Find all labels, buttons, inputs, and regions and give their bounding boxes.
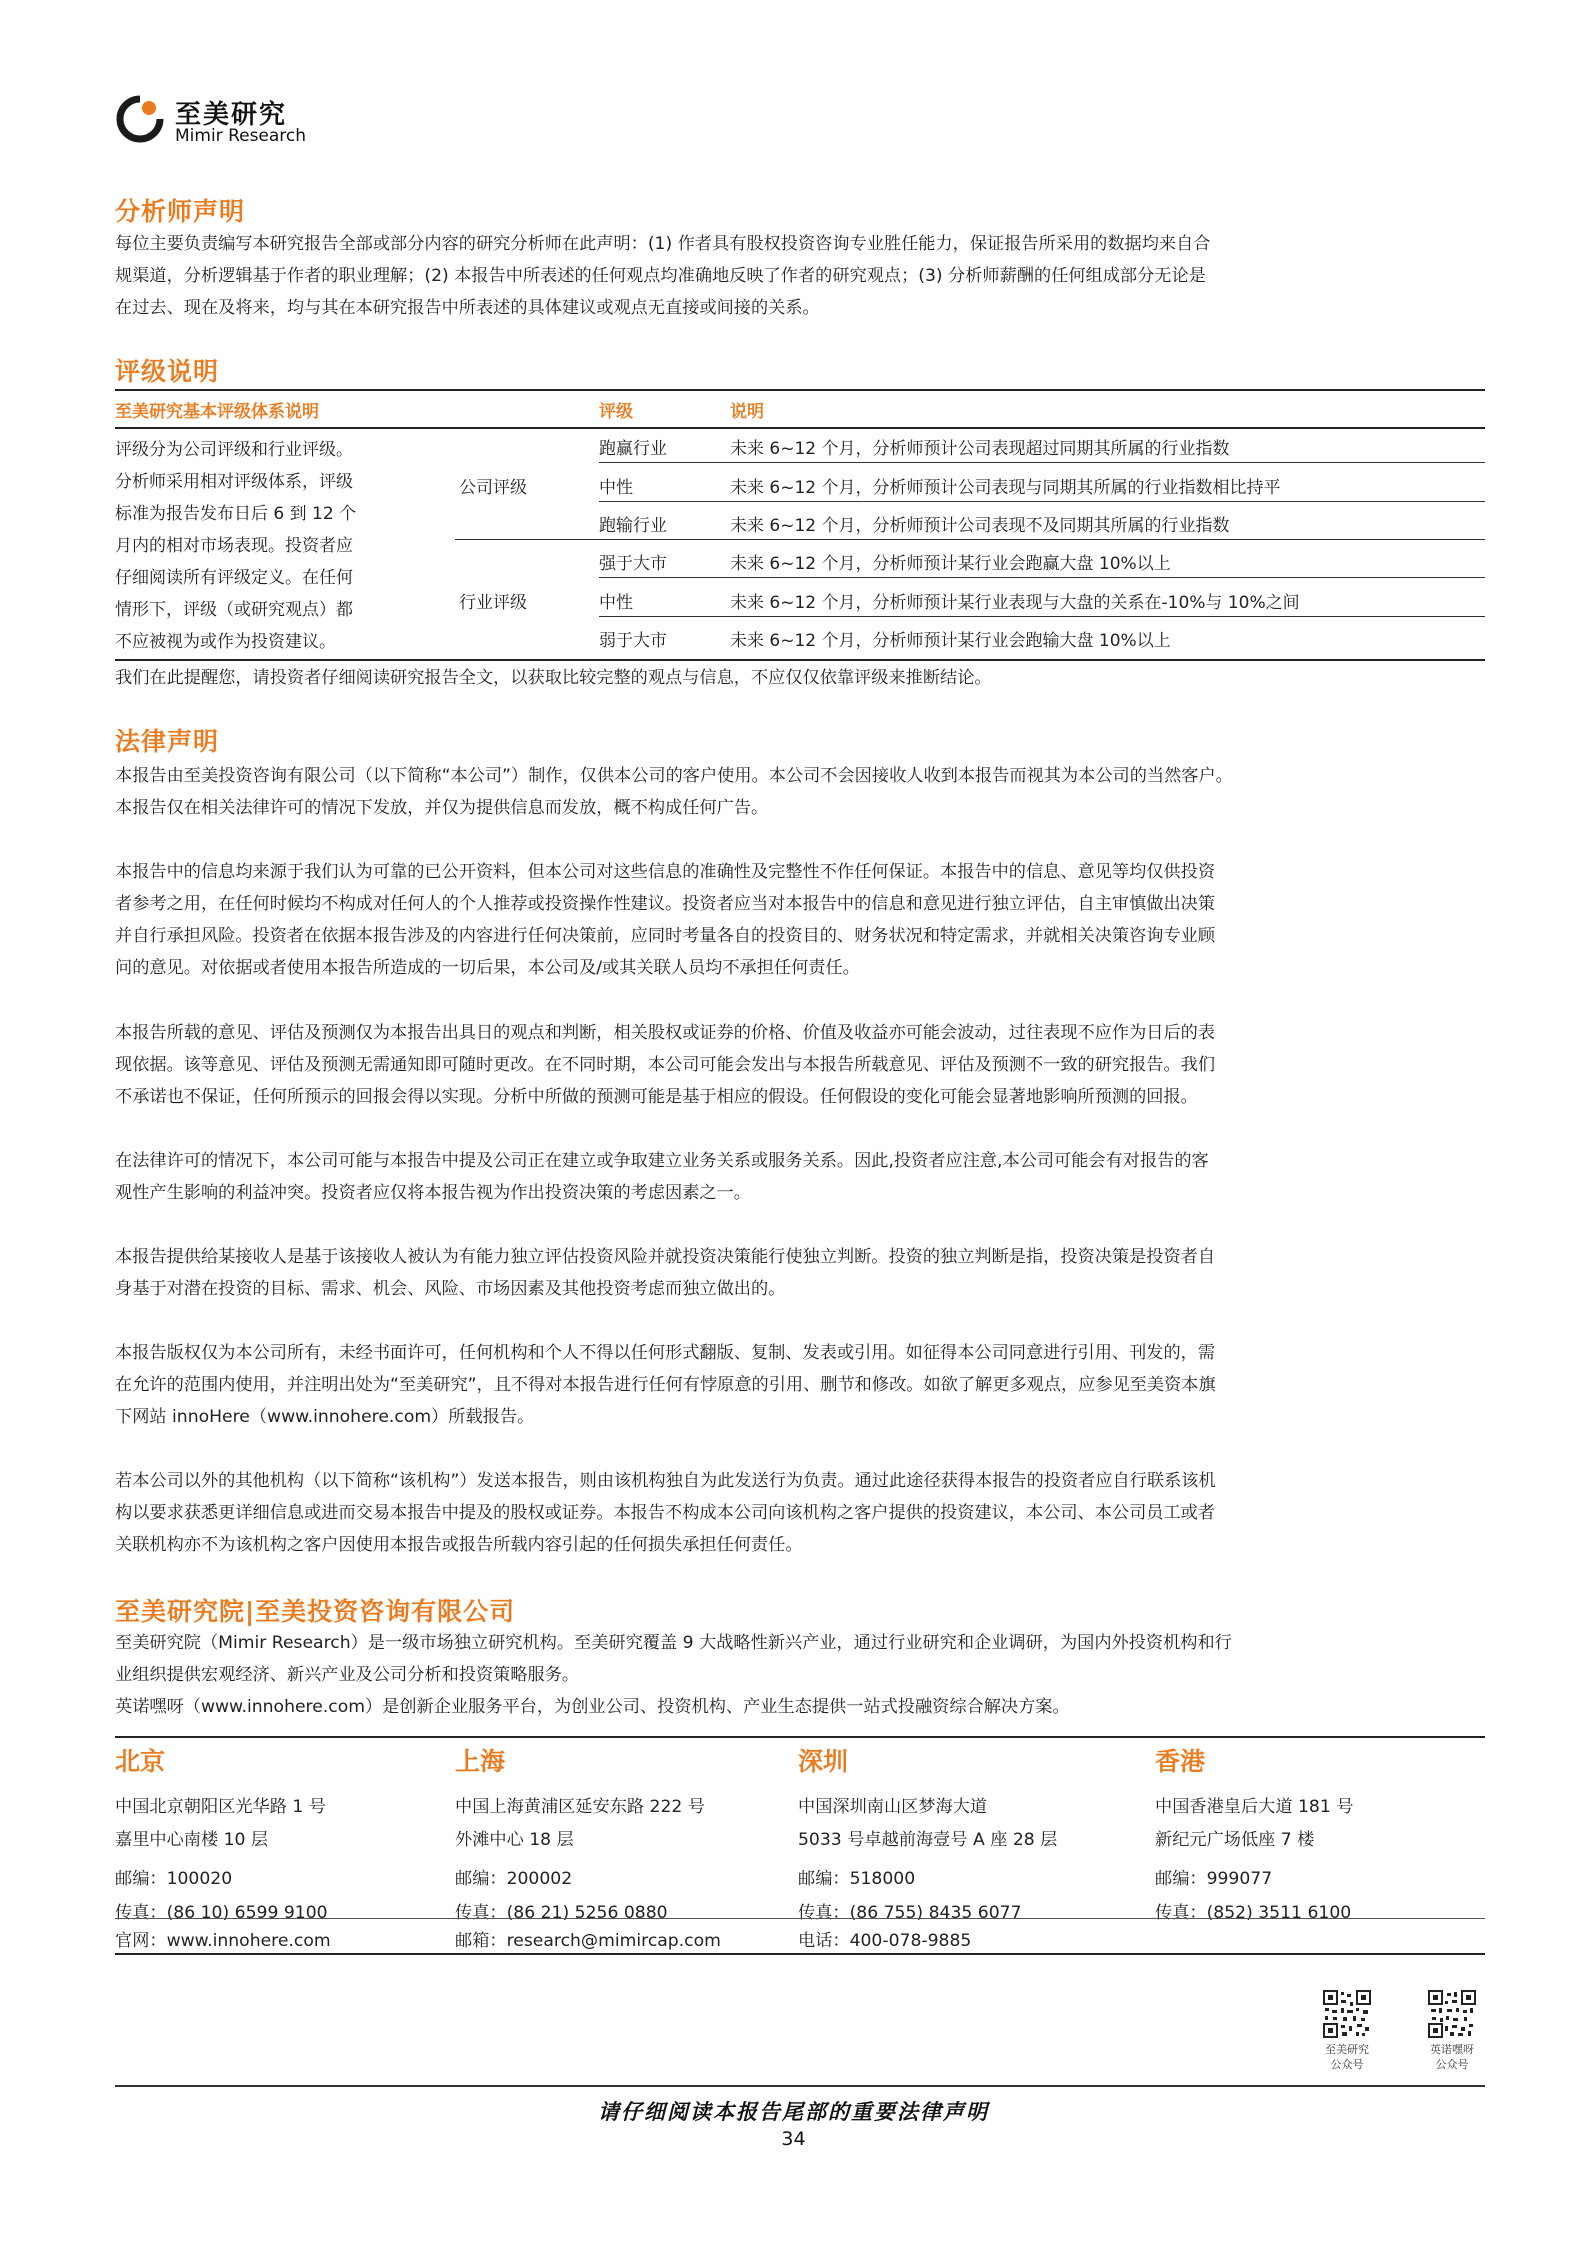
text-line: 本报告由至美投资咨询有限公司（以下简称“本公司”）制作，仅供本公司的客户使用。本公司不会因接收人收到本报告而视其为本公司的当然客户。: [115, 766, 1233, 786]
brand-name-en: Mimir Research: [175, 126, 307, 146]
qr-label-line: 英诺嘿呀: [1430, 2043, 1474, 2056]
text-line: 不承诺也不保证，任何所预示的回报会得以实现。分析中所做的预测可能是基于相应的假设。任何假设的变化可能会显著地影响所预测的回报。: [115, 1087, 1198, 1107]
office-zip: 邮编：518000: [798, 1869, 916, 1889]
text-line: 观性产生影响的利益冲突。投资者应仅将本报告视为作出投资决策的考虑因素之一。: [115, 1183, 751, 1203]
text-line: 本报告提供给某接收人是基于该接收人被认为有能力独立评估投资风险并就投资决策能行使独立判断。投资的独立判断是指，投资决策是投资者自: [115, 1247, 1216, 1267]
brand-mark-icon: [115, 94, 165, 144]
header-desc: 说明: [730, 402, 764, 422]
text-line: 仔细阅读所有评级定义。在任何: [115, 568, 353, 588]
industry-rating-outperform: 强于大市: [599, 554, 667, 574]
office-address-line: 5033 号卓越前海壹号 A 座 28 层: [798, 1830, 1058, 1850]
office-address-line: 外滩中心 18 层: [455, 1830, 574, 1850]
legal-paragraph-4: [115, 1145, 1485, 1209]
text-line: 分析师采用相对评级体系，评级: [115, 472, 353, 492]
office-address-line: 中国北京朝阳区光华路 1 号: [115, 1797, 326, 1817]
rating-reminder: 我们在此提醒您，请投资者仔细阅读研究报告全文，以获取比较完整的观点与信息，不应仅仅依靠评级来推断结论。: [115, 668, 992, 688]
brand-name-cn: 至美研究: [175, 100, 288, 130]
row-divider: [599, 462, 1485, 463]
qr-label-line: 公众号: [1435, 2058, 1469, 2071]
text-line: 每位主要负责编写本研究报告全部或部分内容的研究分析师在此声明：(1) 作者具有股权投资咨询专业胜任能力，保证报告所采用的数据均来自合: [115, 234, 1211, 254]
group-divider: [455, 539, 1485, 540]
text-line: 月内的相对市场表现。投资者应: [115, 536, 353, 556]
text-line: 规渠道，分析逻辑基于作者的职业理解；(2) 本报告中所表述的任何观点均准确地反映了作者的研究观点；(3) 分析师薪酬的任何组成部分无论是: [115, 266, 1206, 286]
office-fax: 传真：(86 755) 8435 6077: [798, 1903, 1022, 1923]
industry-rating-neutral-desc: 未来 6~12 个月，分析师预计某行业表现与大盘的关系在-10%与 10%之间: [730, 593, 1300, 613]
rating-section-title: 评级说明: [115, 357, 220, 386]
industry-rating-neutral: 中性: [599, 593, 633, 613]
legal-section-title: 法律声明: [115, 727, 220, 756]
text-line: 并自行承担风险。投资者在依据本报告涉及的内容进行任何决策前，应同时考量各自的投资目的、财务状况和特定需求，并就相关决策咨询专业顾: [115, 926, 1216, 946]
legal-paragraph-7: [115, 1465, 1485, 1561]
text-line: 现依据。该等意见、评估及预测无需通知即可随时更改。在不同时期，本公司可能会发出与本报告所载意见、评估及预测不一致的研究报告。我们: [115, 1055, 1216, 1075]
qr-label: [1417, 2042, 1487, 2072]
table-bottom-border: [115, 1953, 1485, 1955]
industry-rating-underperform: 弱于大市: [599, 631, 667, 651]
qr-label: [1312, 2042, 1382, 2072]
text-line: 至美研究院（Mimir Research）是一级市场独立研究机构。至美研究覆盖 9 大战略性新兴产业，通过行业研究和企业调研，为国内外投资机构和行: [115, 1633, 1232, 1653]
qr-code-icon: [1323, 1990, 1371, 2038]
rating-table-header: [115, 389, 1485, 429]
company-rating-neutral: 中性: [599, 478, 633, 498]
office-city-shanghai: 上海: [455, 1747, 506, 1776]
contacts-divider: [115, 1918, 1485, 1919]
office-address-line: 嘉里中心南楼 10 层: [115, 1830, 269, 1850]
industry-rating-underperform-desc: 未来 6~12 个月，分析师预计某行业会跑输大盘 10%以上: [730, 631, 1171, 651]
text-line: 下网站 innoHere（www.innohere.com）所载报告。: [115, 1407, 535, 1427]
office-address-line: 新纪元广场低座 7 楼: [1155, 1830, 1315, 1850]
text-line: 评级分为公司评级和行业评级。: [115, 440, 353, 460]
text-line: 不应被视为或作为投资建议。: [115, 632, 336, 652]
office-city-beijing: 北京: [115, 1747, 166, 1776]
text-line: 本报告版权仅为本公司所有，未经书面许可，任何机构和个人不得以任何形式翻版、复制、发表或引用。如征得本公司同意进行引用、刊发的，需: [115, 1343, 1216, 1363]
text-line: 在允许的范围内使用，并注明出处为“至美研究”，且不得对本报告进行任何有悖原意的引用、删节和修改。如欲了解更多观点，应参见至美资本旗: [115, 1375, 1216, 1395]
contact-phone: 电话：400-078-9885: [798, 1931, 972, 1951]
office-city-hongkong: 香港: [1155, 1747, 1206, 1776]
row-divider: [599, 501, 1485, 502]
analyst-section-title: 分析师声明: [115, 197, 246, 226]
legal-paragraph-1: [115, 760, 1485, 824]
company-rating-outperform-desc: 未来 6~12 个月，分析师预计公司表现超过同期其所属的行业指数: [730, 439, 1230, 459]
text-line: 在过去、现在及将来，均与其在本研究报告中所表述的具体建议或观点无直接或间接的关系。: [115, 298, 820, 318]
office-table: [115, 1736, 1485, 1956]
text-line: 关联机构亦不为该机构之客户因使用本报告或报告所载内容引起的任何损失承担任何责任。: [115, 1535, 803, 1555]
text-line: 构以要求获悉更详细信息或进而交易本报告中提及的股权或证券。本报告不构成本公司向该机构之客户提供的投资建议，本公司、本公司员工或者: [115, 1503, 1216, 1523]
text-line: 情形下，评级（或研究观点）都: [115, 600, 353, 620]
header-rating: 评级: [599, 402, 633, 422]
office-fax: 传真：(86 21) 5256 0880: [455, 1903, 668, 1923]
text-line: 英诺嘿呀（www.innohere.com）是创新企业服务平台，为创业公司、投资机构、产业生态提供一站式投融资综合解决方案。: [115, 1697, 1070, 1717]
qr-label-line: 公众号: [1330, 2058, 1364, 2071]
office-address-line: 中国深圳南山区梦海大道: [798, 1797, 988, 1817]
text-line: 本报告仅在相关法律许可的情况下发放，并仅为提供信息而发放，概不构成任何广告。: [115, 798, 769, 818]
table-top-border: [115, 1736, 1485, 1738]
legal-paragraph-2: [115, 856, 1485, 984]
office-fax: 传真：(852) 3511 6100: [1155, 1903, 1352, 1923]
office-address-line: 中国上海黄浦区延安东路 222 号: [455, 1797, 705, 1817]
row-divider: [599, 616, 1485, 617]
industry-rating-outperform-desc: 未来 6~12 个月，分析师预计某行业会跑赢大盘 10%以上: [730, 554, 1171, 574]
contact-website: 官网：www.innohere.com: [115, 1931, 331, 1951]
company-intro: [115, 1627, 1485, 1723]
table-bottom-border: [115, 659, 1485, 661]
text-line: 本报告中的信息均来源于我们认为可靠的已公开资料，但本公司对这些信息的准确性及完整性不作任何保证。本报告中的信息、意见等均仅供投资: [115, 862, 1216, 882]
footer-legal-notice: 请仔细阅读本报告尾部的重要法律声明: [598, 2100, 989, 2124]
office-zip: 邮编：100020: [115, 1869, 233, 1889]
legal-paragraph-3: [115, 1017, 1485, 1113]
footer-divider: [115, 2085, 1485, 2087]
text-line: 在法律许可的情况下，本公司可能与本报告中提及公司正在建立或争取建立业务关系或服务关系。因此,投资者应注意,本公司可能会有对报告的客: [115, 1151, 1209, 1171]
legal-paragraph-6: [115, 1337, 1485, 1433]
company-rating-outperform: 跑赢行业: [599, 439, 667, 459]
company-rating-neutral-desc: 未来 6~12 个月，分析师预计公司表现与同期其所属的行业指数相比持平: [730, 478, 1281, 498]
industry-rating-label: 行业评级: [459, 593, 527, 613]
contact-email: 邮箱：research@mimircap.com: [455, 1931, 721, 1951]
text-line: 业组织提供宏观经济、新兴产业及公司分析和投资策略服务。: [115, 1665, 580, 1685]
text-line: 者参考之用，在任何时候均不构成对任何人的个人推荐或投资操作性建议。投资者应当对本报告中的信息和意见进行独立评估，自主审慎做出决策: [115, 894, 1216, 914]
legal-paragraph-5: [115, 1241, 1485, 1305]
rating-system-description: [115, 434, 425, 658]
office-fax: 传真：(86 10) 6599 9100: [115, 1903, 328, 1923]
text-line: 问的意见。对依据或者使用本报告所造成的一切后果，本公司及/或其关联人员均不承担任何责任。: [115, 958, 860, 978]
analyst-statement: [115, 228, 1485, 324]
office-city-shenzhen: 深圳: [798, 1747, 849, 1776]
rating-table: [115, 389, 1485, 661]
office-address-line: 中国香港皇后大道 181 号: [1155, 1797, 1354, 1817]
page-number: 34: [781, 2128, 806, 2150]
text-line: 身基于对潜在投资的目标、需求、机会、风险、市场因素及其他投资考虑而独立做出的。: [115, 1279, 786, 1299]
text-line: 本报告所载的意见、评估及预测仅为本报告出具日的观点和判断，相关股权或证券的价格、价值及收益亦可能会波动，过往表现不应作为日后的表: [115, 1023, 1216, 1043]
header-system: 至美研究基本评级体系说明: [115, 402, 319, 422]
text-line: 标准为报告发布日后 6 到 12 个: [115, 504, 357, 524]
row-divider: [599, 577, 1485, 578]
text-line: 若本公司以外的其他机构（以下简称“该机构”）发送本报告，则由该机构独自为此发送行为负责。通过此途径获得本报告的投资者应自行联系该机: [115, 1471, 1216, 1491]
company-rating-underperform-desc: 未来 6~12 个月，分析师预计公司表现不及同期其所属的行业指数: [730, 516, 1230, 536]
office-zip: 邮编：200002: [455, 1869, 573, 1889]
brand-logo: [115, 92, 335, 152]
qr-label-line: 至美研究: [1325, 2043, 1369, 2056]
office-zip: 邮编：999077: [1155, 1869, 1273, 1889]
company-rating-label: 公司评级: [459, 478, 527, 498]
qr-code-icon: [1428, 1990, 1476, 2038]
company-section-title: 至美研究院|至美投资咨询有限公司: [115, 1597, 516, 1626]
company-rating-underperform: 跑输行业: [599, 516, 667, 536]
